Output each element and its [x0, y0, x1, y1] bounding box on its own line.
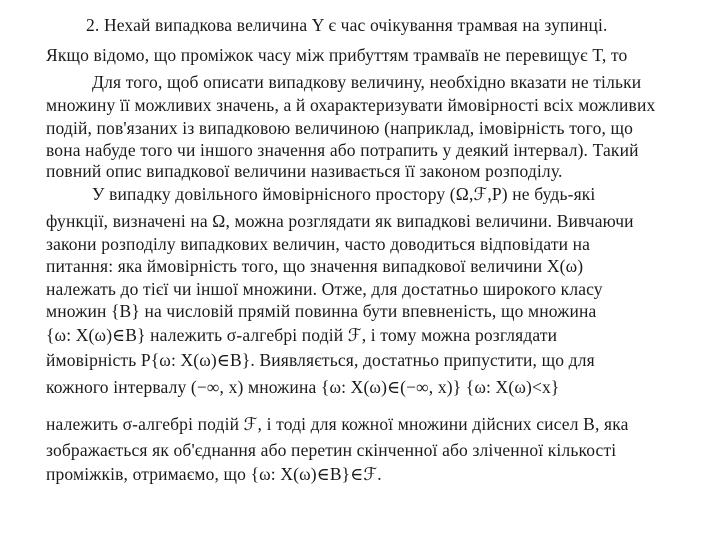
- text-line: Для того, щоб описати випадкову величину, необхідно вказати не тільки: [92, 72, 642, 92]
- text-line: {ω: X(ω)∈B} належить σ-алгебрі подій ℱ, і тому можна розглядати: [46, 325, 558, 345]
- text-line: проміжків, отримаємо, що {ω: X(ω)∈B}∈ℱ.: [46, 464, 382, 484]
- text-line: кожного інтервалу (−∞, x) множина {ω: X(ω)∈(−∞, x)} {ω: X(ω)<x}: [46, 377, 560, 397]
- text-line: множину її можливих значень, а й охарактеризувати ймовірності всіх можливих: [46, 95, 656, 115]
- text-line: належать до тієї чи іншої множини. Отже, для достатньо широкого класу: [46, 279, 603, 299]
- text-line: подій, пов'язаних із випадковою величиною (наприклад, імовірність того, що: [46, 118, 634, 138]
- text-line: зображається як об'єднання або перетин скінченної або зліченної кількості: [46, 440, 617, 460]
- text-line: вона набуде того чи іншого значення або потрапить у деякий інтервал). Такий: [46, 140, 639, 160]
- text-line: функції, визначені на Ω, можна розглядати як випадкові величини. Вивчаючи: [46, 211, 634, 231]
- text-line: закони розподілу випадкових величин, часто доводиться відповідати на: [46, 234, 591, 254]
- text-line: питання: яка ймовірність того, що значення випадкової величини X(ω): [46, 256, 584, 276]
- text-line: множин {B} на числовій прямій повинна бути впевненість, що множина: [46, 301, 597, 321]
- text-line: 2. Нехай випадкова величина Y є час очікування трамвая на зупинці.: [86, 15, 608, 35]
- text-line: належить σ-алгебрі подій ℱ, і тоді для кожної множини дійсних сисел B, яка: [46, 414, 629, 434]
- text-line: У випадку довільного ймовірнісного простору (Ω,ℱ,P) не будь-які: [92, 184, 596, 204]
- text-line: повний опис випадкової величини називається її законом розподілу.: [46, 161, 563, 181]
- text-line: ймовірність P{ω: X(ω)∈B}. Виявляється, достатньо припустити, що для: [46, 350, 595, 370]
- text-line: Якщо відомо, що проміжок часу між прибуттям трамваїв не перевищує T, то: [46, 45, 628, 65]
